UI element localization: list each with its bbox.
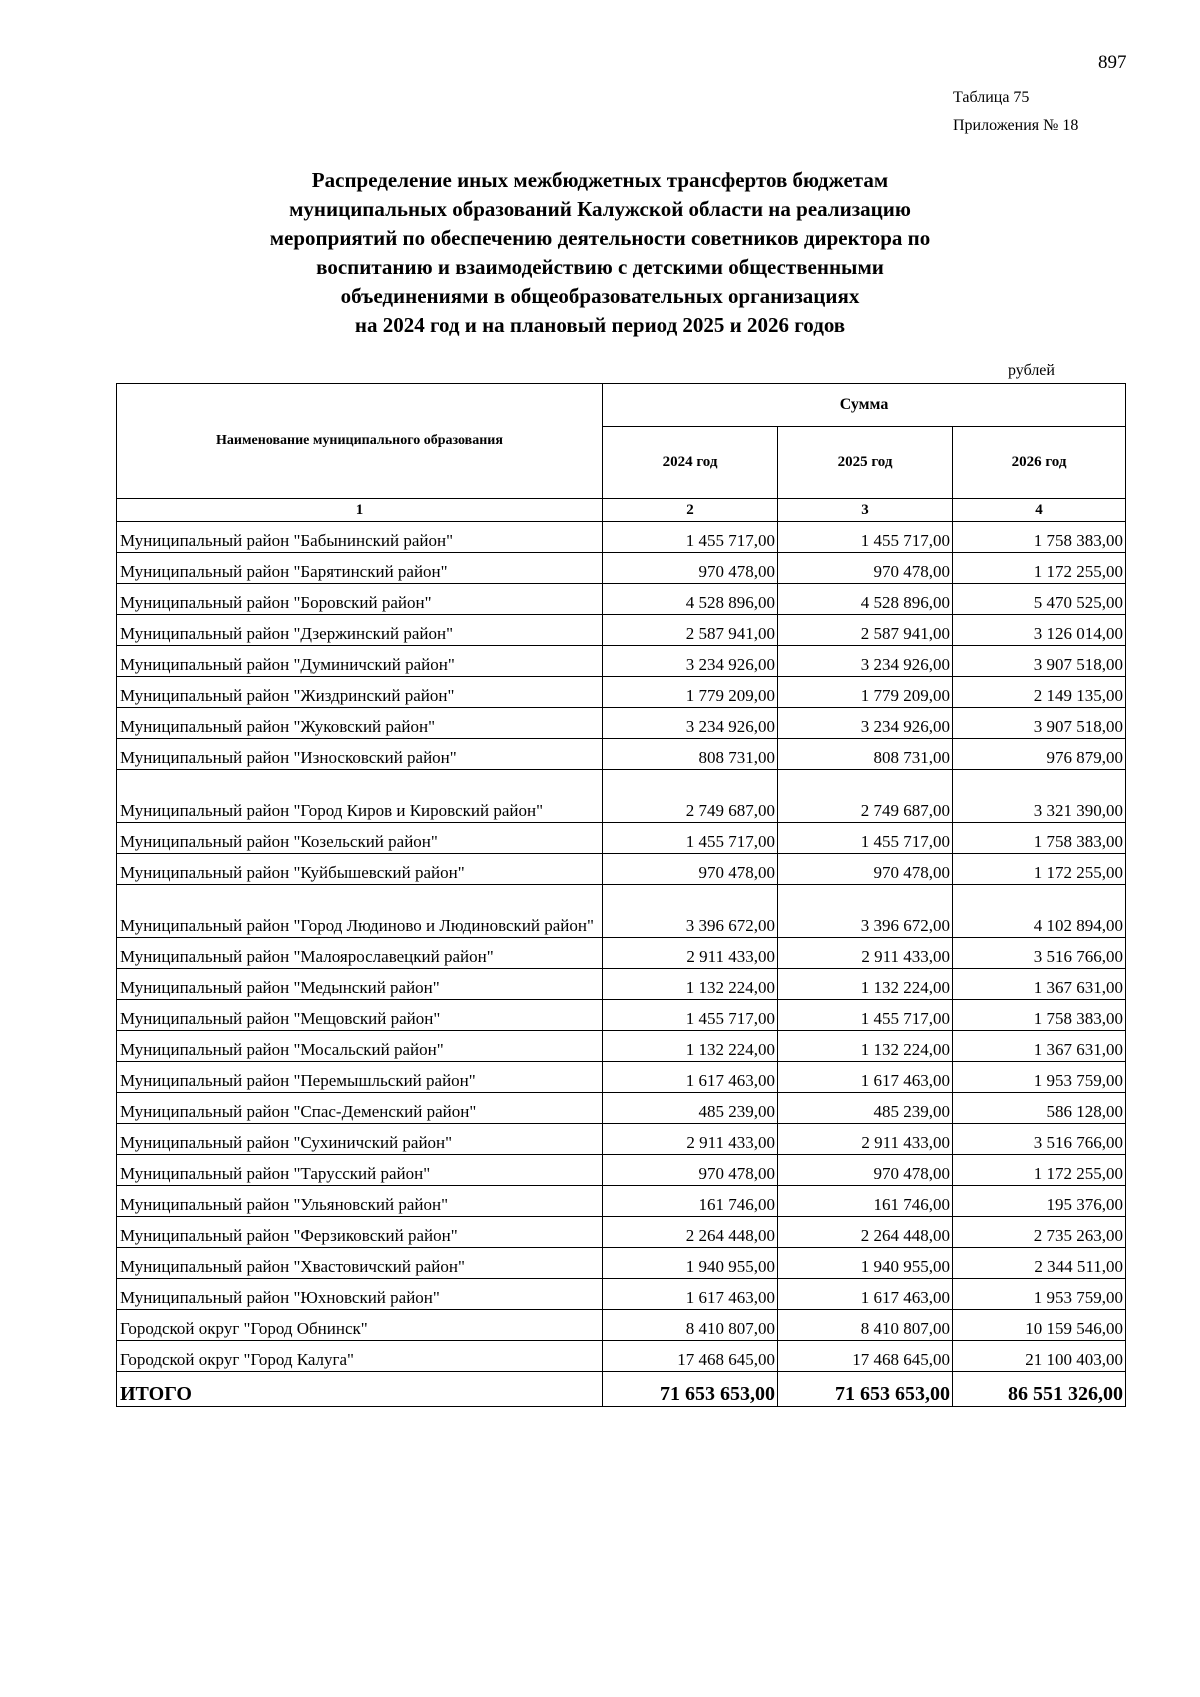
amount-2024-cell: 3 234 926,00 bbox=[603, 708, 778, 739]
amount-2026-cell: 5 470 525,00 bbox=[953, 584, 1126, 615]
amount-2026-cell: 2 735 263,00 bbox=[953, 1217, 1126, 1248]
table-label: Таблица 75 bbox=[953, 89, 1030, 106]
total-2025: 71 653 653,00 bbox=[778, 1372, 953, 1407]
municipality-name-cell: Муниципальный район "Дзержинский район" bbox=[117, 615, 603, 646]
table-row bbox=[117, 770, 1126, 823]
amount-2024-cell: 1 617 463,00 bbox=[603, 1062, 778, 1093]
table-row bbox=[117, 1310, 1126, 1341]
table-row bbox=[117, 938, 1126, 969]
amount-2025-cell: 808 731,00 bbox=[778, 739, 953, 770]
amount-2025-cell: 1 940 955,00 bbox=[778, 1248, 953, 1279]
municipality-name-cell: Муниципальный район "Город Людиново и Людиновский район" bbox=[117, 885, 603, 938]
table-row bbox=[117, 739, 1126, 770]
table-body bbox=[117, 522, 1126, 1372]
amount-2025-cell: 1 132 224,00 bbox=[778, 1031, 953, 1062]
amount-2026-cell: 586 128,00 bbox=[953, 1093, 1126, 1124]
amount-2026-cell: 976 879,00 bbox=[953, 739, 1126, 770]
amount-2026-cell: 1 758 383,00 bbox=[953, 823, 1126, 854]
municipality-name-cell: Муниципальный район "Мещовский район" bbox=[117, 1000, 603, 1031]
amount-2024-cell: 1 617 463,00 bbox=[603, 1279, 778, 1310]
title-line: мероприятий по обеспечению деятельности советников директора по bbox=[269, 226, 931, 250]
municipality-name-cell: Муниципальный район "Мосальский район" bbox=[117, 1031, 603, 1062]
table-row bbox=[117, 646, 1126, 677]
amount-2026-cell: 2 344 511,00 bbox=[953, 1248, 1126, 1279]
amount-2026-cell: 10 159 546,00 bbox=[953, 1310, 1126, 1341]
amount-2024-cell: 4 528 896,00 bbox=[603, 584, 778, 615]
municipality-name-cell: Муниципальный район "Юхновский район" bbox=[117, 1279, 603, 1310]
table-row bbox=[117, 854, 1126, 885]
amount-2024-cell: 808 731,00 bbox=[603, 739, 778, 770]
municipality-name-cell: Муниципальный район "Козельский район" bbox=[117, 823, 603, 854]
table-row bbox=[117, 1217, 1126, 1248]
transfers-table bbox=[116, 383, 1126, 1407]
amount-2024-cell: 161 746,00 bbox=[603, 1186, 778, 1217]
table-row bbox=[117, 522, 1126, 553]
amount-2026-cell: 1 758 383,00 bbox=[953, 1000, 1126, 1031]
municipality-name-cell: Муниципальный район "Хвастовичский район" bbox=[117, 1248, 603, 1279]
table-row bbox=[117, 1186, 1126, 1217]
amount-2024-cell: 1 455 717,00 bbox=[603, 1000, 778, 1031]
amount-2024-cell: 8 410 807,00 bbox=[603, 1310, 778, 1341]
amount-2025-cell: 2 749 687,00 bbox=[778, 770, 953, 823]
amount-2024-cell: 970 478,00 bbox=[603, 1155, 778, 1186]
amount-2025-cell: 3 234 926,00 bbox=[778, 708, 953, 739]
municipality-name-cell: Муниципальный район "Куйбышевский район" bbox=[117, 854, 603, 885]
amount-2024-cell: 2 911 433,00 bbox=[603, 938, 778, 969]
amount-2026-cell: 1 172 255,00 bbox=[953, 1155, 1126, 1186]
amount-2026-cell: 2 149 135,00 bbox=[953, 677, 1126, 708]
amount-2025-cell: 2 911 433,00 bbox=[778, 1124, 953, 1155]
column-number: 3 bbox=[778, 499, 953, 522]
amount-2025-cell: 2 911 433,00 bbox=[778, 938, 953, 969]
amount-2024-cell: 17 468 645,00 bbox=[603, 1341, 778, 1372]
municipality-name-cell: Муниципальный район "Бабынинский район" bbox=[117, 522, 603, 553]
table-row bbox=[117, 708, 1126, 739]
total-2026: 86 551 326,00 bbox=[953, 1372, 1126, 1407]
title-line: муниципальных образований Калужской области на реализацию bbox=[289, 197, 911, 221]
amount-2024-cell: 2 749 687,00 bbox=[603, 770, 778, 823]
municipality-name-cell: Муниципальный район "Малоярославецкий район" bbox=[117, 938, 603, 969]
amount-2025-cell: 1 455 717,00 bbox=[778, 1000, 953, 1031]
document-title bbox=[160, 166, 1040, 340]
table-row bbox=[117, 1155, 1126, 1186]
amount-2025-cell: 1 617 463,00 bbox=[778, 1279, 953, 1310]
municipality-name-cell: Муниципальный район "Думиничский район" bbox=[117, 646, 603, 677]
amount-2024-cell: 1 455 717,00 bbox=[603, 823, 778, 854]
municipality-name-cell: Муниципальный район "Город Киров и Кировский район" bbox=[117, 770, 603, 823]
appendix-label: Приложения № 18 bbox=[953, 117, 1079, 134]
table-row bbox=[117, 1062, 1126, 1093]
total-label: ИТОГО bbox=[117, 1372, 603, 1407]
title-line: объединениями в общеобразовательных организациях bbox=[340, 284, 860, 308]
amount-2024-cell: 1 132 224,00 bbox=[603, 969, 778, 1000]
table-row bbox=[117, 969, 1126, 1000]
amount-2026-cell: 1 367 631,00 bbox=[953, 1031, 1126, 1062]
amount-2024-cell: 1 132 224,00 bbox=[603, 1031, 778, 1062]
table-row bbox=[117, 615, 1126, 646]
table-row bbox=[117, 1000, 1126, 1031]
table-row bbox=[117, 1279, 1126, 1310]
amount-2024-cell: 3 234 926,00 bbox=[603, 646, 778, 677]
table-row bbox=[117, 1093, 1126, 1124]
amount-2026-cell: 3 516 766,00 bbox=[953, 938, 1126, 969]
table-row bbox=[117, 1248, 1126, 1279]
amount-2024-cell: 1 455 717,00 bbox=[603, 522, 778, 553]
amount-2024-cell: 1 940 955,00 bbox=[603, 1248, 778, 1279]
amount-2025-cell: 3 396 672,00 bbox=[778, 885, 953, 938]
amount-2024-cell: 485 239,00 bbox=[603, 1093, 778, 1124]
table-row bbox=[117, 677, 1126, 708]
amount-2025-cell: 4 528 896,00 bbox=[778, 584, 953, 615]
amount-2025-cell: 8 410 807,00 bbox=[778, 1310, 953, 1341]
municipality-name-cell: Муниципальный район "Тарусский район" bbox=[117, 1155, 603, 1186]
amount-2025-cell: 1 779 209,00 bbox=[778, 677, 953, 708]
amount-2026-cell: 1 953 759,00 bbox=[953, 1062, 1126, 1093]
municipality-name-cell: Муниципальный район "Перемышльский район" bbox=[117, 1062, 603, 1093]
table-row bbox=[117, 823, 1126, 854]
table-reference bbox=[953, 84, 1078, 140]
amount-2026-cell: 4 102 894,00 bbox=[953, 885, 1126, 938]
amount-2025-cell: 2 587 941,00 bbox=[778, 615, 953, 646]
municipality-name-cell: Муниципальный район "Ульяновский район" bbox=[117, 1186, 603, 1217]
municipality-name-cell: Муниципальный район "Износковский район" bbox=[117, 739, 603, 770]
amount-2026-cell: 3 126 014,00 bbox=[953, 615, 1126, 646]
municipality-name-cell: Муниципальный район "Барятинский район" bbox=[117, 553, 603, 584]
amount-2025-cell: 970 478,00 bbox=[778, 1155, 953, 1186]
total-2024: 71 653 653,00 bbox=[603, 1372, 778, 1407]
page-number: 897 bbox=[1098, 52, 1127, 73]
amount-2025-cell: 17 468 645,00 bbox=[778, 1341, 953, 1372]
amount-2025-cell: 1 455 717,00 bbox=[778, 522, 953, 553]
amount-2024-cell: 2 264 448,00 bbox=[603, 1217, 778, 1248]
header-year-2026: 2026 год bbox=[953, 427, 1126, 499]
amount-2026-cell: 195 376,00 bbox=[953, 1186, 1126, 1217]
amount-2026-cell: 21 100 403,00 bbox=[953, 1341, 1126, 1372]
amount-2025-cell: 2 264 448,00 bbox=[778, 1217, 953, 1248]
header-municipality-name: Наименование муниципального образования bbox=[117, 384, 603, 499]
amount-2026-cell: 1 953 759,00 bbox=[953, 1279, 1126, 1310]
title-line: на 2024 год и на плановый период 2025 и 2026 годов bbox=[354, 313, 846, 337]
municipality-name-cell: Муниципальный район "Медынский район" bbox=[117, 969, 603, 1000]
amount-2026-cell: 1 172 255,00 bbox=[953, 553, 1126, 584]
municipality-name-cell: Городской округ "Город Обнинск" bbox=[117, 1310, 603, 1341]
units-label: рублей bbox=[1008, 362, 1055, 379]
municipality-name-cell: Муниципальный район "Спас-Деменский район" bbox=[117, 1093, 603, 1124]
amount-2025-cell: 3 234 926,00 bbox=[778, 646, 953, 677]
header-year-2025: 2025 год bbox=[778, 427, 953, 499]
amount-2024-cell: 2 911 433,00 bbox=[603, 1124, 778, 1155]
table-row bbox=[117, 1124, 1126, 1155]
amount-2025-cell: 161 746,00 bbox=[778, 1186, 953, 1217]
amount-2024-cell: 2 587 941,00 bbox=[603, 615, 778, 646]
total-row bbox=[117, 1372, 1126, 1407]
table-row bbox=[117, 584, 1126, 615]
amount-2024-cell: 970 478,00 bbox=[603, 854, 778, 885]
title-line: Распределение иных межбюджетных трансфертов бюджетам bbox=[311, 168, 889, 192]
amount-2024-cell: 3 396 672,00 bbox=[603, 885, 778, 938]
amount-2026-cell: 3 907 518,00 bbox=[953, 708, 1126, 739]
header-year-2024: 2024 год bbox=[603, 427, 778, 499]
municipality-name-cell: Муниципальный район "Боровский район" bbox=[117, 584, 603, 615]
table-row bbox=[117, 885, 1126, 938]
amount-2025-cell: 1 132 224,00 bbox=[778, 969, 953, 1000]
amount-2025-cell: 485 239,00 bbox=[778, 1093, 953, 1124]
table-row bbox=[117, 1341, 1126, 1372]
municipality-name-cell: Муниципальный район "Жуковский район" bbox=[117, 708, 603, 739]
municipality-name-cell: Муниципальный район "Жиздринский район" bbox=[117, 677, 603, 708]
column-number: 2 bbox=[603, 499, 778, 522]
amount-2026-cell: 1 367 631,00 bbox=[953, 969, 1126, 1000]
amount-2026-cell: 3 516 766,00 bbox=[953, 1124, 1126, 1155]
amount-2026-cell: 3 321 390,00 bbox=[953, 770, 1126, 823]
table-row bbox=[117, 553, 1126, 584]
amount-2025-cell: 970 478,00 bbox=[778, 854, 953, 885]
amount-2026-cell: 1 758 383,00 bbox=[953, 522, 1126, 553]
municipality-name-cell: Муниципальный район "Ферзиковский район" bbox=[117, 1217, 603, 1248]
column-number: 4 bbox=[953, 499, 1126, 522]
column-number: 1 bbox=[117, 499, 603, 522]
header-sum: Сумма bbox=[603, 384, 1126, 427]
table-row bbox=[117, 1031, 1126, 1062]
municipality-name-cell: Муниципальный район "Сухиничский район" bbox=[117, 1124, 603, 1155]
amount-2024-cell: 970 478,00 bbox=[603, 553, 778, 584]
amount-2024-cell: 1 779 209,00 bbox=[603, 677, 778, 708]
municipality-name-cell: Городской округ "Город Калуга" bbox=[117, 1341, 603, 1372]
amount-2025-cell: 970 478,00 bbox=[778, 553, 953, 584]
amount-2025-cell: 1 455 717,00 bbox=[778, 823, 953, 854]
title-line: воспитанию и взаимодействию с детскими общественными bbox=[316, 255, 884, 279]
amount-2026-cell: 1 172 255,00 bbox=[953, 854, 1126, 885]
amount-2025-cell: 1 617 463,00 bbox=[778, 1062, 953, 1093]
amount-2026-cell: 3 907 518,00 bbox=[953, 646, 1126, 677]
